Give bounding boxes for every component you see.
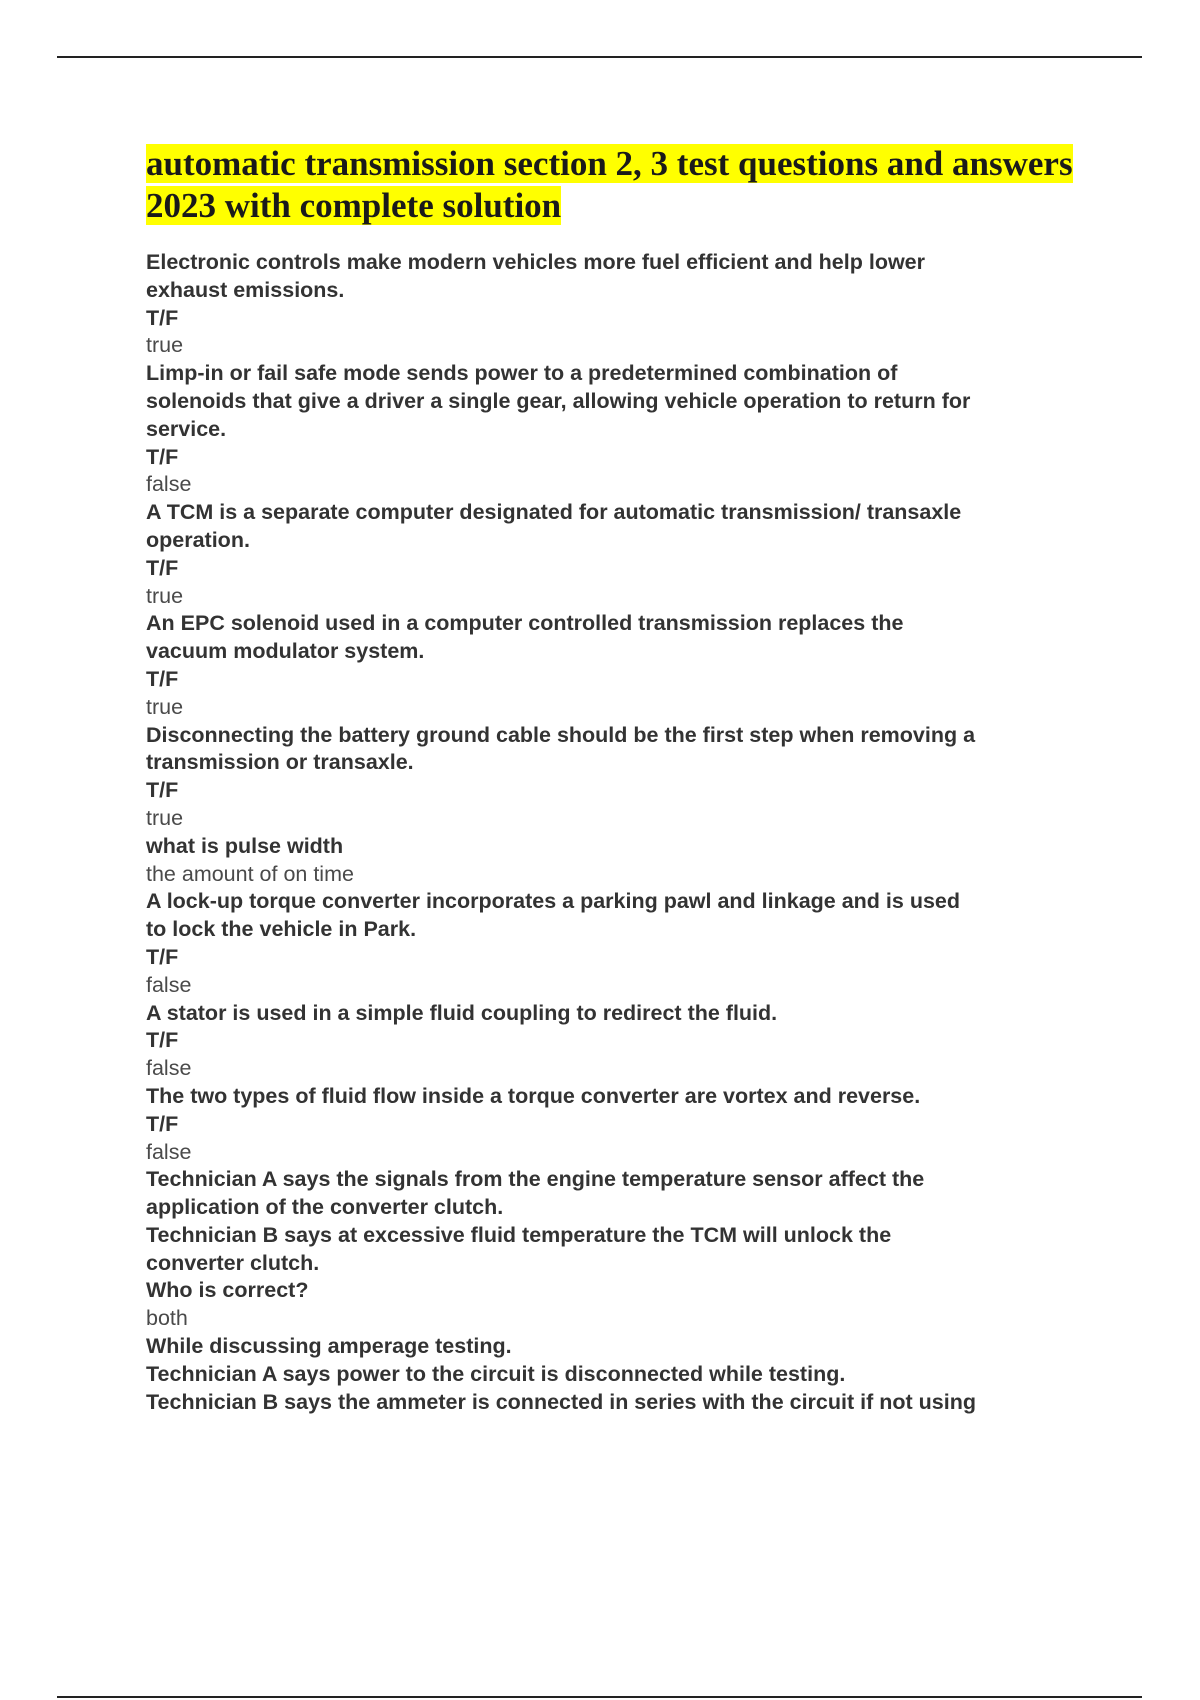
question-8: A stator is used in a simple fluid coupling to redirect the fluid. T/F	[146, 1000, 778, 1053]
question-11: While discussing amperage testing. Technician A says power to the circuit is disconnected while testing. Technician B says the ammeter is connected in series with the circuit if not using	[146, 1334, 976, 1414]
question-10: Technician A says the signals from the engine temperature sensor affect the application of the converter clutch. Technician B says at excessive fluid temperature the TCM will unlock the converter clutch. Who is correct?	[146, 1167, 925, 1303]
document-body	[146, 143, 1086, 1416]
answer-10: both	[146, 1306, 188, 1331]
answer-3: true	[146, 583, 184, 608]
answer-2: false	[146, 472, 192, 497]
question-4: An EPC solenoid used in a computer controlled transmission replaces the vacuum modulator system. T/F	[146, 611, 904, 691]
answer-9: false	[146, 1139, 192, 1164]
qa-list	[146, 249, 1086, 1416]
bottom-rule	[57, 1696, 1142, 1698]
document-title	[146, 143, 1086, 227]
question-1: Electronic controls make modern vehicles more fuel efficient and help lower exhaust emissions. T/F	[146, 250, 925, 330]
answer-6: the amount of on time	[146, 861, 354, 886]
question-9: The two types of fluid flow inside a torque converter are vortex and reverse. T/F	[146, 1083, 921, 1136]
question-5: Disconnecting the battery ground cable should be the first step when removing a transmission or transaxle. T/F	[146, 722, 976, 803]
top-rule	[57, 56, 1142, 58]
answer-4: true	[146, 694, 184, 719]
question-2: Limp-in or fail safe mode sends power to a predetermined combination of solenoids that give a driver a single gear, allowing vehicle operation to return for service. T/F	[146, 361, 971, 469]
answer-5: true	[146, 805, 184, 830]
question-6: what is pulse width	[146, 833, 344, 858]
answer-7: false	[146, 972, 192, 997]
title-highlight: automatic transmission section 2, 3 test questions and answers 2023 with complete solution	[146, 144, 1073, 225]
answer-8: false	[146, 1056, 192, 1081]
answer-1: true	[146, 333, 184, 358]
question-3: A TCM is a separate computer designated for automatic transmission/ transaxle operation. T/F	[146, 500, 962, 580]
question-7: A lock-up torque converter incorporates a parking pawl and linkage and is used to lock the vehicle in Park. T/F	[146, 889, 960, 969]
